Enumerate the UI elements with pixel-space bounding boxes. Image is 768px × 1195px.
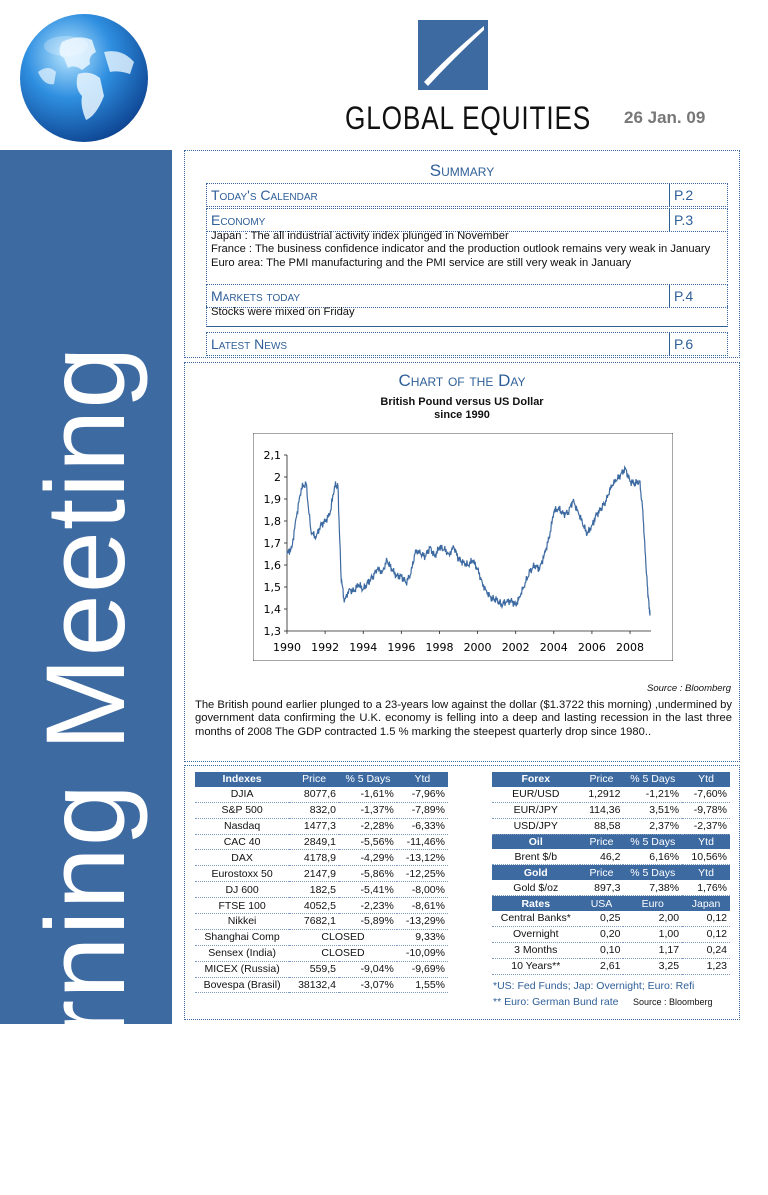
gbp-usd-line-chart (253, 433, 673, 661)
x-tick-label: 1994 (349, 641, 378, 654)
cell-value: 0,24 (682, 942, 730, 958)
cell-value: -9,78% (682, 802, 730, 818)
index-row (195, 914, 448, 930)
cell-value: -7,60% (682, 787, 730, 802)
index-row (195, 945, 448, 961)
forex-header-row (492, 772, 730, 787)
row-label: S&P 500 (195, 802, 289, 818)
column-header: Japan (682, 896, 730, 911)
cell-value: 1,17 (623, 942, 682, 958)
forex-row (492, 802, 730, 818)
rates-footnote-2: ** Euro: German Bund rate (493, 996, 619, 1008)
markets-line: Stocks were mixed on Friday (211, 306, 355, 318)
cell-value: -13,12% (397, 850, 448, 866)
chart-commentary: The British pound earlier plunged to a 23-years low against the dollar ($1.3722 this morning) ,undermined by government data confirming the U.K. economy is felling into a deep and lasting recession in the last three months of 2008 The GDP contracted 1.5 % marking the steepest quarterly drop since 1980.. (195, 699, 732, 738)
row-label: Nikkei (195, 914, 289, 930)
index-row (195, 787, 448, 802)
cell-value: -2,23% (339, 898, 397, 914)
chart-source: Source : Bloomberg (647, 683, 731, 694)
forex-table (492, 772, 730, 975)
column-header: Price (580, 834, 624, 849)
row-label: DAX (195, 850, 289, 866)
cell-value: 2147,9 (289, 866, 339, 882)
x-tick-label: 2008 (616, 641, 645, 654)
cell-value: -5,89% (339, 914, 397, 930)
summary-row-label: Markets today (211, 288, 301, 304)
column-header: Forex (492, 772, 580, 787)
sidebar (0, 150, 172, 1195)
column-header: Ytd (682, 865, 730, 880)
row-label: Shanghai Comp (195, 929, 289, 945)
x-tick-label: 2002 (501, 641, 530, 654)
cell-value: 897,3 (580, 880, 624, 895)
forex-row (492, 787, 730, 802)
y-tick-label: 1,9 (263, 493, 281, 506)
cell-value: 2,00 (623, 911, 682, 926)
chart-title-line: since 1990 (434, 409, 490, 421)
cell-value: -2,28% (339, 818, 397, 834)
cell-value: 114,36 (580, 802, 624, 818)
summary-row-news[interactable] (206, 332, 728, 356)
oil-header-row (492, 834, 730, 849)
summary-row-page: P.6 (669, 333, 727, 355)
chart-title-line: British Pound versus US Dollar (380, 396, 544, 408)
cell-value: 38132,4 (289, 977, 339, 993)
x-tick-label: 1992 (311, 641, 340, 654)
index-row (195, 898, 448, 914)
row-label: Nasdaq (195, 818, 289, 834)
column-header: Gold (492, 865, 580, 880)
x-tick-label: 1996 (387, 641, 416, 654)
cell-value: 1477,3 (289, 818, 339, 834)
y-tick-label: 1,6 (263, 559, 281, 572)
x-tick-label: 2006 (577, 641, 606, 654)
row-label: Eurostoxx 50 (195, 866, 289, 882)
cell-value: 0,25 (580, 911, 624, 926)
cell-value: 0,20 (580, 926, 624, 942)
summary-row-label: Latest News (211, 336, 288, 352)
y-tick-label: 1,7 (263, 537, 281, 550)
oil-row (492, 849, 730, 864)
x-tick-label: 2000 (463, 641, 492, 654)
cell-value: 0,12 (682, 911, 730, 926)
index-row (195, 834, 448, 850)
chart-of-the-day-section (184, 362, 740, 762)
row-label: DJ 600 (195, 882, 289, 898)
cell-value: -8,61% (397, 898, 448, 914)
summary-row-label: Economy (211, 212, 266, 228)
cell-value: -3,07% (339, 977, 397, 993)
index-row (195, 882, 448, 898)
issue-date: 26 Jan. 09 (624, 108, 706, 127)
cell-value: CLOSED (289, 945, 397, 961)
cell-value: 7682,1 (289, 914, 339, 930)
cell-value: -2,37% (682, 818, 730, 834)
morning-meeting-title: Morning Meeting (23, 345, 148, 1195)
rates-footnote-1: *US: Fed Funds; Jap: Overnight; Euro: Refi (493, 980, 695, 992)
tables-source: Source : Bloomberg (633, 997, 713, 1007)
index-row (195, 866, 448, 882)
column-header: % 5 Days (339, 772, 397, 787)
cell-value: 88,58 (580, 818, 624, 834)
x-tick-label: 1990 (273, 641, 301, 654)
rates-row (492, 958, 730, 974)
row-label: EUR/USD (492, 787, 580, 802)
row-label: Overnight (492, 926, 580, 942)
column-header: % 5 Days (623, 772, 682, 787)
cell-value: 46,2 (580, 849, 624, 864)
market-data-section (184, 765, 740, 1020)
economy-line: France : The business confidence indicator and the production outlook remains very weak in January (211, 243, 711, 256)
gold-row (492, 880, 730, 895)
cell-value: -5,56% (339, 834, 397, 850)
cell-value: 1,23 (682, 958, 730, 974)
cell-value: CLOSED (289, 929, 397, 945)
cell-value: -9,04% (339, 961, 397, 977)
column-header: Euro (623, 896, 682, 911)
cell-value: -5,41% (339, 882, 397, 898)
column-header: Price (580, 865, 624, 880)
cell-value: 2,61 (580, 958, 624, 974)
cell-value: -1,61% (339, 787, 397, 802)
cell-value: -1,37% (339, 802, 397, 818)
column-header: USA (580, 896, 624, 911)
index-row (195, 961, 448, 977)
row-label: USD/JPY (492, 818, 580, 834)
cell-value: 2,37% (623, 818, 682, 834)
cell-value: 1,55% (397, 977, 448, 993)
summary-heading: Summary (429, 161, 495, 180)
column-header: Ytd (397, 772, 448, 787)
index-row (195, 977, 448, 993)
rates-row (492, 942, 730, 958)
summary-row-page: P.4 (669, 285, 727, 307)
cell-value: 7,38% (623, 880, 682, 895)
cell-value: 0,10 (580, 942, 624, 958)
cell-value: 2849,1 (289, 834, 339, 850)
summary-row-page: P.2 (669, 184, 727, 206)
row-label: MICEX (Russia) (195, 961, 289, 977)
cell-value: -10,09% (397, 945, 448, 961)
economy-details (206, 229, 728, 282)
summary-row-calendar[interactable] (206, 183, 728, 207)
cell-value: 6,16% (623, 849, 682, 864)
cell-value: 3,51% (623, 802, 682, 818)
cell-value: 182,5 (289, 882, 339, 898)
y-tick-label: 1,8 (263, 515, 281, 528)
cell-value: -1,21% (623, 787, 682, 802)
cell-value: 1,76% (682, 880, 730, 895)
economy-line: Japan : The all industrial activity index plunged in November (211, 230, 509, 242)
row-label: Brent $/b (492, 849, 580, 864)
cell-value: 559,5 (289, 961, 339, 977)
cell-value: -12,25% (397, 866, 448, 882)
cell-value: 1,2912 (580, 787, 624, 802)
index-row (195, 850, 448, 866)
gold-header-row (492, 865, 730, 880)
cell-value: -5,86% (339, 866, 397, 882)
y-tick-label: 1,3 (263, 625, 281, 638)
index-row (195, 818, 448, 834)
y-tick-label: 1,5 (263, 581, 281, 594)
cell-value: -8,00% (397, 882, 448, 898)
globe-logo (18, 12, 150, 144)
rates-row (492, 911, 730, 926)
row-label: 3 Months (492, 942, 580, 958)
cell-value: 8077,6 (289, 787, 339, 802)
column-header: Oil (492, 834, 580, 849)
row-label: EUR/JPY (492, 802, 580, 818)
column-header: Price (580, 772, 624, 787)
forex-row (492, 818, 730, 834)
x-tick-label: 2004 (539, 641, 568, 654)
cell-value: -7,96% (397, 787, 448, 802)
cell-value: 4052,5 (289, 898, 339, 914)
row-label: Bovespa (Brasil) (195, 977, 289, 993)
column-header: Price (289, 772, 339, 787)
y-tick-label: 2 (274, 471, 281, 484)
rates-header-row (492, 896, 730, 911)
cell-value: 1,00 (623, 926, 682, 942)
index-row (195, 929, 448, 945)
summary-section (184, 150, 740, 358)
cell-value: 3,25 (623, 958, 682, 974)
summary-row-label: Today's Calendar (211, 187, 318, 203)
y-tick-label: 1,4 (263, 603, 281, 616)
brand-name: GLOBAL EQUITIES (345, 100, 592, 136)
cell-value: -13,29% (397, 914, 448, 930)
chart-heading: Chart of the Day (398, 371, 526, 390)
economy-line: Euro area: The PMI manufacturing and the PMI service are still very weak in January (211, 256, 632, 269)
indexes-header-row (195, 772, 448, 787)
row-label: DJIA (195, 787, 289, 802)
chart-frame (253, 433, 673, 661)
indexes-table (195, 772, 448, 993)
column-header: % 5 Days (623, 834, 682, 849)
rates-row (492, 926, 730, 942)
summary-row-page: P.3 (669, 209, 727, 231)
y-tick-label: 2,1 (263, 449, 281, 462)
column-header: Indexes (195, 772, 289, 787)
row-label: Sensex (India) (195, 945, 289, 961)
cell-value: -6,33% (397, 818, 448, 834)
column-header: Rates (492, 896, 580, 911)
column-header: Ytd (682, 834, 730, 849)
cell-value: 9,33% (397, 929, 448, 945)
row-label: Gold $/oz (492, 880, 580, 895)
row-label: 10 Years** (492, 958, 580, 974)
markets-details (206, 305, 728, 327)
row-label: CAC 40 (195, 834, 289, 850)
row-label: Central Banks* (492, 911, 580, 926)
row-label: FTSE 100 (195, 898, 289, 914)
cell-value: -11,46% (397, 834, 448, 850)
cell-value: -9,69% (397, 961, 448, 977)
x-tick-label: 1998 (425, 641, 454, 654)
column-header: Ytd (682, 772, 730, 787)
cell-value: 0,12 (682, 926, 730, 942)
chart-title (185, 396, 739, 422)
column-header: % 5 Days (623, 865, 682, 880)
cell-value: -4,29% (339, 850, 397, 866)
cell-value: 10,56% (682, 849, 730, 864)
index-row (195, 802, 448, 818)
cell-value: 4178,9 (289, 850, 339, 866)
global-equities-logo-icon (418, 20, 488, 90)
cell-value: 832,0 (289, 802, 339, 818)
cell-value: -7,89% (397, 802, 448, 818)
